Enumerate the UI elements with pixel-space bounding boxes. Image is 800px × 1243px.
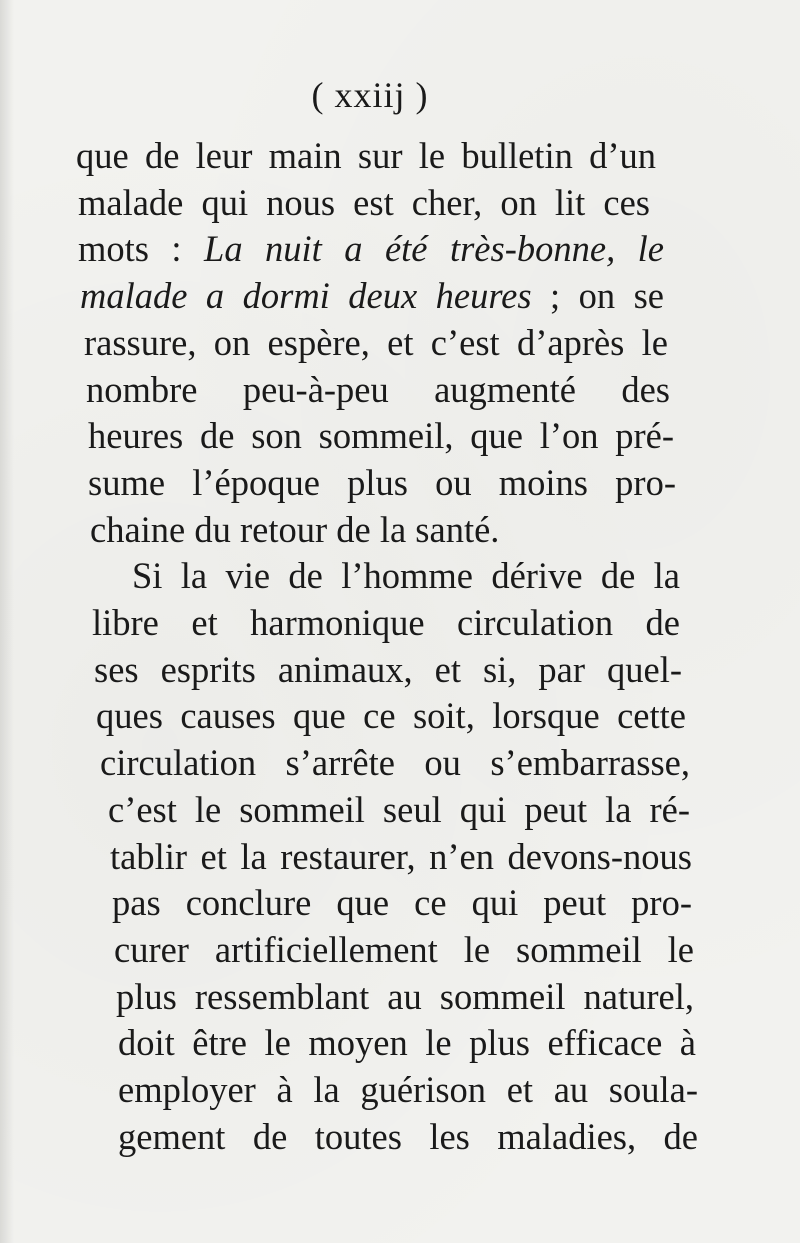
text-run: malade qui nous est cher, on lit ces: [78, 182, 650, 223]
text-run: libre et harmonique circulation de: [92, 602, 680, 643]
text-run: ; on se: [531, 275, 665, 316]
text-run: gement de toutes les maladies, de: [118, 1116, 698, 1157]
text-run: mots :: [78, 228, 205, 269]
text-line: [92, 601, 680, 645]
italic-phrase: malade a dormi deux heures: [80, 275, 532, 316]
text-line: [100, 741, 690, 785]
text-line: [94, 648, 682, 692]
text-line: [116, 975, 694, 1019]
text-run: nombre peu-à-peu augmenté des: [86, 369, 670, 410]
text-line: [118, 1115, 698, 1159]
text-run: que de leur main sur le bulletin d’un: [76, 135, 656, 176]
text-run: c’est le sommeil seul qui peut la ré-: [108, 789, 690, 830]
text-run: sume l’époque plus ou moins pro-: [88, 462, 676, 503]
text-line: [78, 227, 664, 271]
text-line: [132, 554, 680, 598]
text-line: [88, 461, 676, 505]
text-line: [108, 788, 690, 832]
text-run: ques causes que ce soit, lorsque cette: [96, 695, 686, 736]
text-run: circulation s’arrête ou s’embarrasse,: [100, 742, 690, 783]
text-line: [88, 414, 674, 458]
text-run: plus ressemblant au sommeil naturel,: [116, 976, 694, 1017]
text-run: doit être le moyen le plus efficace à: [118, 1022, 696, 1063]
text-line: [80, 274, 664, 318]
text-run: pas conclure que ce qui peut pro-: [112, 882, 692, 923]
text-line: [86, 368, 670, 412]
text-line: [114, 928, 694, 972]
text-run: employer à la guérison et au soula-: [118, 1069, 698, 1110]
text-line: [118, 1068, 698, 1112]
text-run: heures de son sommeil, que l’on pré-: [88, 415, 674, 456]
text-line: [78, 181, 650, 225]
text-run: ses esprits animaux, et si, par quel-: [94, 649, 682, 690]
text-line: [112, 881, 692, 925]
text-run: tablir et la restaurer, n’en devons-nous: [110, 836, 692, 877]
text-run: Si la vie de l’homme dérive de la: [132, 555, 680, 596]
page-number: ( xxiij ): [311, 75, 429, 115]
text-run: chaine du retour de la santé.: [90, 509, 500, 550]
text-line: [90, 508, 528, 552]
text-line: [118, 1021, 696, 1065]
text-line: [84, 321, 668, 365]
text-line: [96, 694, 686, 738]
text-run: curer artificiellement le sommeil le: [114, 929, 694, 970]
text-run: rassure, on espère, et c’est d’après le: [84, 322, 668, 363]
text-line: [110, 835, 692, 879]
italic-phrase: La nuit a été très-bonne, le: [204, 228, 664, 269]
text-line: [76, 134, 656, 178]
